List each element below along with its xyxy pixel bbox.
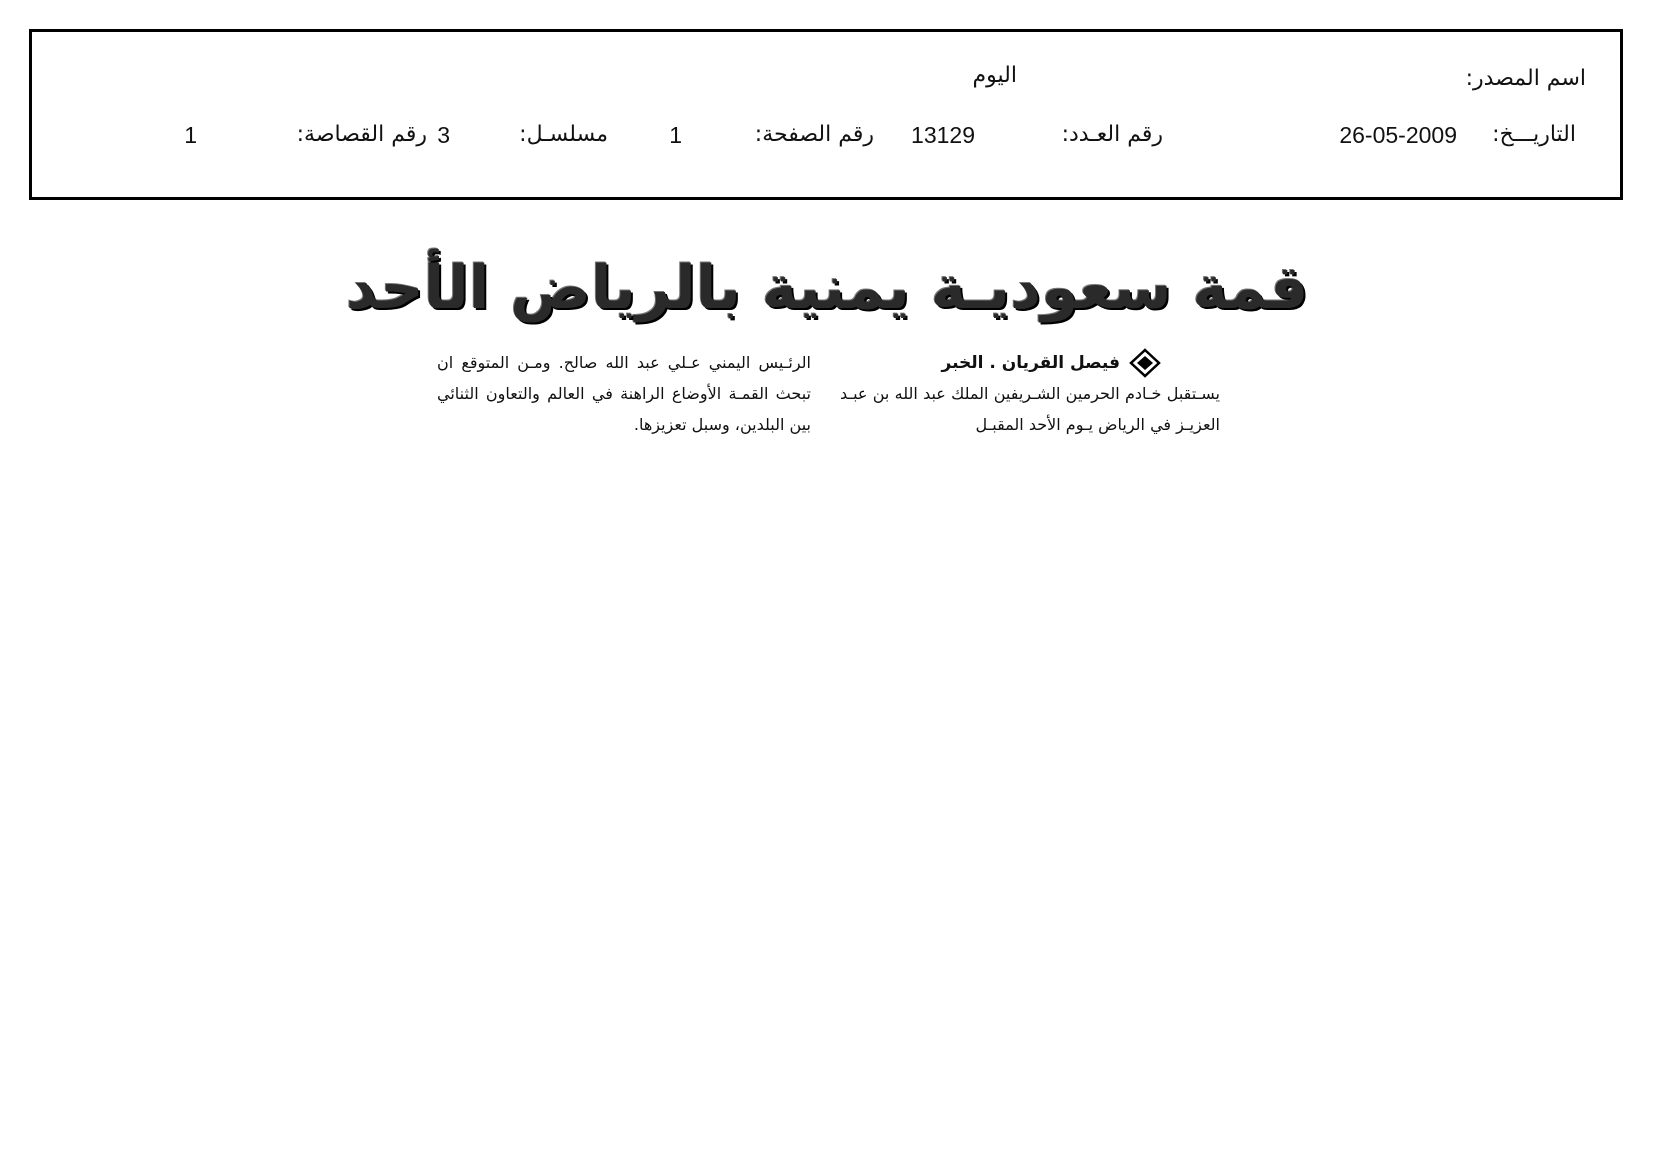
issue-value: 13129 <box>911 122 975 148</box>
date-label: التاريـــخ: <box>1492 122 1576 147</box>
article-column-1: يسـتقبل خـادم الحرمين الشـريفين الملك عبد الله بن عبـد العزيـز في الرياض يـوم الأحد المقبـل <box>840 384 1220 434</box>
byline <box>942 348 1162 378</box>
article-headline: قمة سعوديـة يمنية بالرياض الأحد <box>345 253 1309 323</box>
byline-text: فيصل القريان . الخبر <box>941 353 1120 373</box>
clip-value: 1 <box>184 122 197 148</box>
source-value: اليوم <box>972 63 1017 88</box>
issue-label: رقم العـدد: <box>1061 122 1163 147</box>
diamond-icon <box>1128 348 1162 378</box>
date-value: 26-05-2009 <box>1339 122 1457 148</box>
clip-label: رقم القصاصة: <box>296 122 427 147</box>
page-value: 1 <box>669 122 682 148</box>
clipping-header <box>29 29 1623 200</box>
source-label: اسم المصدر: <box>1465 66 1586 91</box>
page-label: رقم الصفحة: <box>754 122 874 147</box>
serial-value: 3 <box>437 122 450 148</box>
article-column-2: الرئـيس اليمني عـلي عبد الله صالح. ومـن المتوقع ان تبحث القمـة الأوضاع الراهنة في العالم والتعاون الثنائي بين البلدين، وسبل تعزيزها. <box>437 353 811 434</box>
serial-label: مسلسـل: <box>519 122 608 147</box>
